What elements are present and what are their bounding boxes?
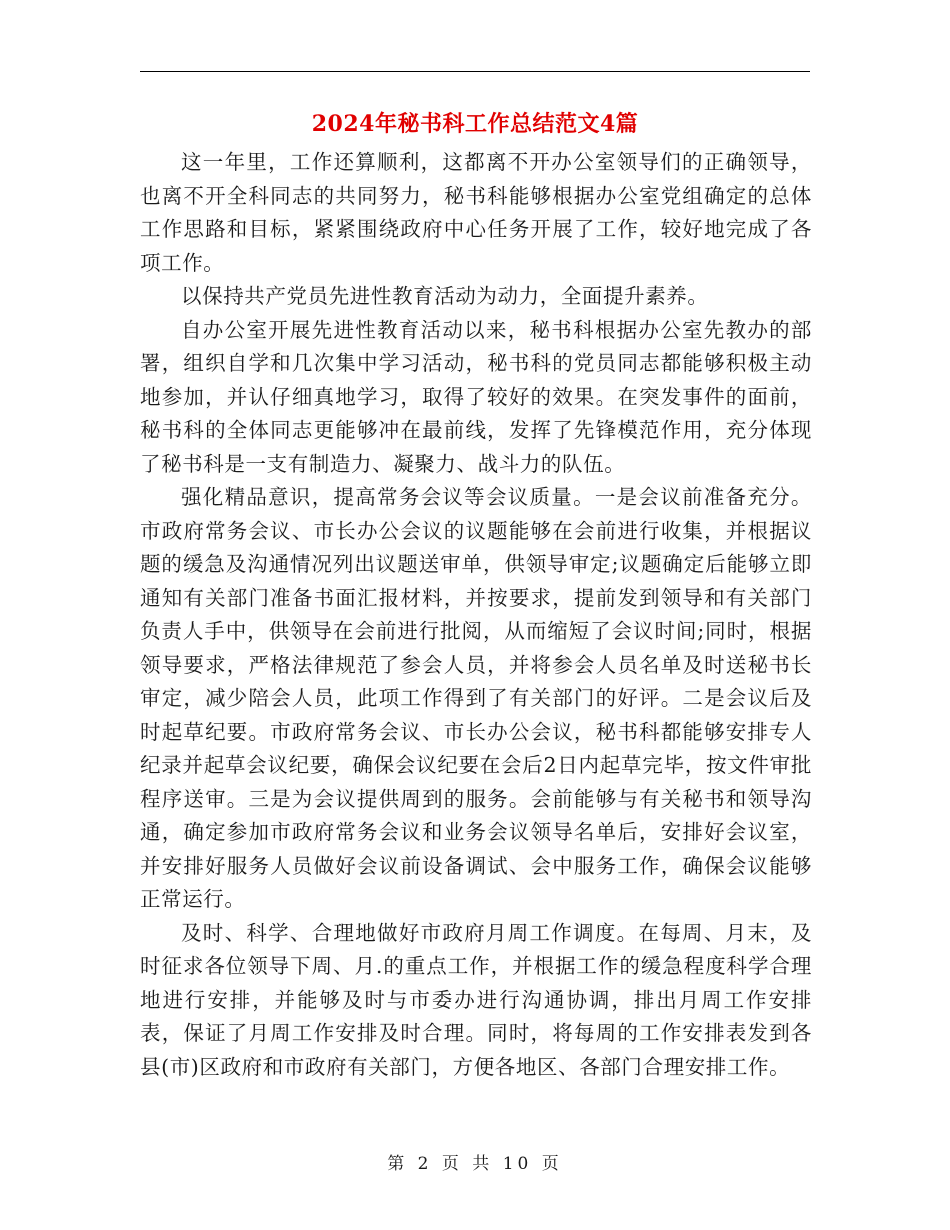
document-body	[140, 146, 812, 1084]
paragraph-3: 自办公室开展先进性教育活动以来，秘书科根据办公室先教办的部署，组织自学和几次集中学习活动，秘书科的党员同志都能够积极主动地参加，并认仔细真地学习，取得了较好的效果。在突发事件的面前，秘书科的全体同志更能够冲在最前线，发挥了先锋模范作用，充分体现了秘书科是一支有制造力、凝聚力、战斗力的队伍。	[140, 317, 812, 476]
paragraph-5: 及时、科学、合理地做好市政府月周工作调度。在每周、月末，及时征求各位领导下周、月.的重点工作，并根据工作的缓急程度科学合理地进行安排，并能够及时与市委办进行沟通协调，排出月周工作安排表，保证了月周工作安排及时合理。同时，将每周的工作安排表发到各县(市)区政府和市政府有关部门，方便各地区、各部门合理安排工作。	[140, 920, 812, 1079]
document-title: 2024年秘书科工作总结范文4篇	[311, 111, 639, 137]
paragraph-4: 强化精品意识，提高常务会议等会议质量。一是会议前准备充分。市政府常务会议、市长办公会议的议题能够在会前进行收集，并根据议题的缓急及沟通情况列出议题送审单，供领导审定;议题确定后能够立即通知有关部门准备书面汇报材料，并按要求，提前发到领导和有关部门负责人手中，供领导在会前进行批阅，从而缩短了会议时间;同时，根据领导要求，严格法律规范了参会人员，并将参会人员名单及时送秘书长审定，减少陪会人员，此项工作得到了有关部门的好评。二是会议后及时起草纪要。市政府常务会议、市长办公会议，秘书科都能够安排专人纪录并起草会议纪要，确保会议纪要在会后2日内起草完毕，按文件审批程序送审。三是为会议提供周到的服务。会前能够与有关秘书和领导沟通，确定参加市政府常务会议和业务会议领导名单后，安排好会议室，并安排好服务人员做好会议前设备调试、会中服务工作，确保会议能够正常运行。	[140, 485, 812, 911]
header-rule	[140, 71, 810, 72]
paragraph-2: 以保持共产党员先进性教育活动为动力，全面提升素养。	[181, 284, 709, 308]
paragraph-1: 这一年里，工作还算顺利，这都离不开办公室领导们的正确领导，也离不开全科同志的共同努力，秘书科能够根据办公室党组确定的总体工作思路和目标，紧紧围绕政府中心任务开展了工作，较好地完成了各项工作。	[140, 150, 812, 275]
page-number-footer: 第 2 页 共 10 页	[387, 1154, 563, 1174]
